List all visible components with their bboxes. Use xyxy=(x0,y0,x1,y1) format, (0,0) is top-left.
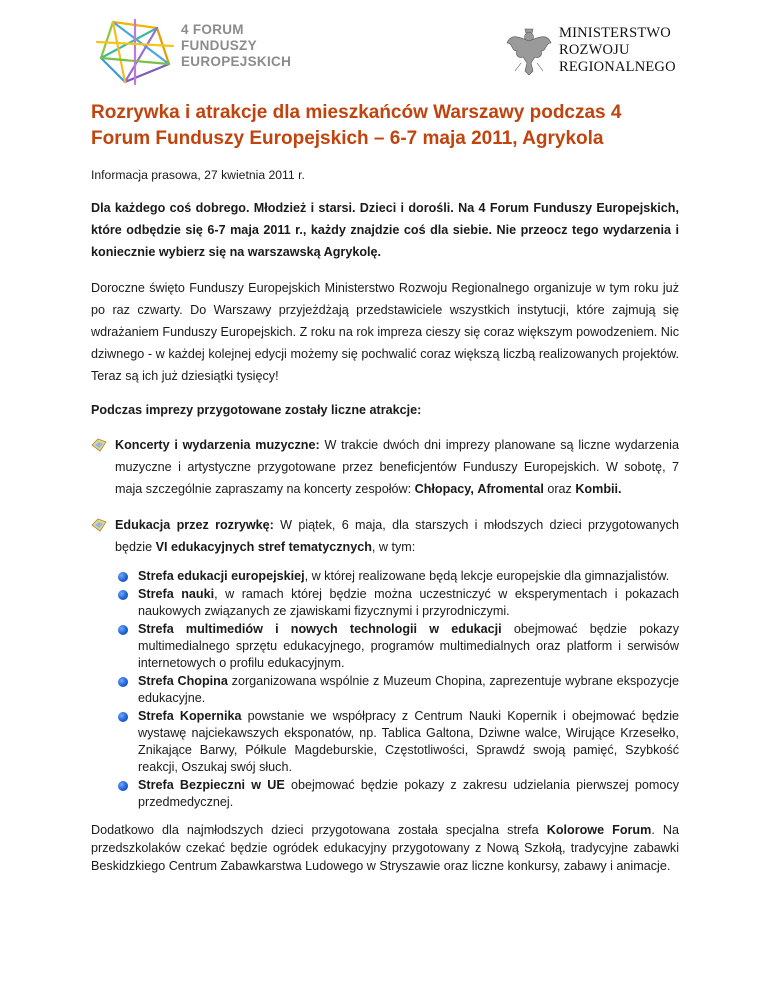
ministry-logo xyxy=(505,23,705,79)
zone-desc: , w której realizowane będą lekcje europejskie dla gimnazjalistów. xyxy=(304,569,670,583)
list-item-concerts xyxy=(91,434,679,500)
zone-name: Strefa Bezpieczni w UE xyxy=(138,778,285,792)
band-afromental: Afromental xyxy=(477,482,544,496)
document-title: Rozrywka i atrakcje dla mieszkańców Warszawy podczas 4 Forum Funduszy Europejskich – 6-7 maja 2011, Agrykola xyxy=(91,102,622,149)
education-tail: , w tym: xyxy=(371,540,416,554)
ministry-line-1: MINISTERSTWO xyxy=(559,25,671,41)
closing-paragraph xyxy=(91,821,679,875)
zone-name: Strefa edukacji europejskiej xyxy=(138,569,305,583)
zone-desc: , w ramach której będzie można uczestniczyć w eksperymentach i pokazach naukowych związanych ze zjawiskami fizycznymi i przyrodniczymi. xyxy=(138,587,679,618)
education-label: Edukacja przez rozrywkę: xyxy=(115,518,274,532)
zone-item xyxy=(138,568,679,585)
logo-line-1: 4 FORUM xyxy=(181,22,244,37)
zone-name: Strefa multimediów i nowych technologii w edukacji xyxy=(138,622,502,636)
forum-logo-icon xyxy=(95,18,175,86)
eagle-emblem-icon xyxy=(505,23,553,77)
lead-paragraph: Dla każdego coś dobrego. Młodzież i starsi. Dzieci i dorośli. Na 4 Forum Funduszy Europejskich, które odbędzie się 6-7 maja 2011 r., każdy znajdzie coś dla siebie. Nie przeocz tego wydarzenia i koniecznie wybierz się na warszawską Agrykolę. xyxy=(91,201,679,259)
blue-bullet-icon xyxy=(118,677,128,687)
band-kombii: Kombii. xyxy=(575,482,622,496)
zone-name: Strefa Chopina xyxy=(138,674,228,688)
forum-logo-text xyxy=(181,22,291,70)
closing-text-2: . Na przedszkolaków czekać będzie ogródek edukacyjny przygotowany z Nową Szkołą, tradycyjne zabawki Beskidzkiego Centrum Zabawkarstwa Ludowego w Stryszawie oraz liczne konkursy, zabawy i animacje. xyxy=(91,823,679,873)
ministry-line-3: REGIONALNEGO xyxy=(559,59,676,75)
bullet-image-icon xyxy=(91,518,107,532)
zone-name: Strefa Kopernika xyxy=(138,709,242,723)
education-text: W piątek, 6 maja, dla starszych i młodszych dzieci przygotowanych będzie xyxy=(115,518,679,554)
ministry-line-2: ROZWOJU xyxy=(559,42,630,58)
page-header xyxy=(0,0,768,90)
blue-bullet-icon xyxy=(118,781,128,791)
concerts-label: Koncerty i wydarzenia muzyczne: xyxy=(115,438,320,452)
closing-text-1: Dodatkowo dla najmłodszych dzieci przygotowana została specjalna strefa xyxy=(91,823,547,837)
zone-desc: obejmować będzie pokazy z zakresu udzielania pierwszej pomocy przedmedycznej. xyxy=(138,778,679,809)
band-chlopacy: Chłopacy, xyxy=(414,482,474,496)
logo-line-3: EUROPEJSKICH xyxy=(181,54,292,69)
blue-bullet-icon xyxy=(118,625,128,635)
zone-desc: powstanie we współpracy z Centrum Nauki Kopernik i obejmować będzie wystawę najciekawszych eksponatów, np. Tablica Galtona, Dziwne walce, Wirujące Krzesełko, Znikające Barwy, Półkule Magdeburskie, Częstotliwości, Sprawdź swoją pamięć, Szybkość reakcji, Oszukaj swój słuch. xyxy=(138,709,680,774)
forum-logo xyxy=(95,18,292,86)
zone-item xyxy=(138,621,679,672)
concerts-and: oraz xyxy=(543,482,576,496)
blue-bullet-icon xyxy=(118,590,128,600)
zone-item xyxy=(138,586,679,620)
blue-bullet-icon xyxy=(118,712,128,722)
zone-desc: zorganizowana wspólnie z Muzeum Chopina, zaprezentuje wybrane ekspozycje edukacyjne. xyxy=(138,674,679,705)
zone-desc: obejmować będzie pokazy multimedialnego sprzętu edukacyjnego, programów multimedialnych oraz platform i serwisów internetowych o profilu edukacyjnym. xyxy=(138,622,679,670)
intro-paragraph: Doroczne święto Funduszy Europejskich Ministerstwo Rozwoju Regionalnego organizuje w tym roku już po raz czwarty. Do Warszawy przyjeżdżają przedstawiciele wszystkich instytucji, które zajmują się wdrażaniem Funduszy Europejskich. Z roku na rok impreza cieszy się coraz większym powodzeniem. Nic dziwnego - w każdej kolejnej edycji możemy się pochwalić coraz większą liczbą realizowanych projektów. Teraz są ich już dziesiątki tysięcy! xyxy=(91,281,679,383)
kolorowe-forum: Kolorowe Forum xyxy=(546,823,652,837)
blue-bullet-icon xyxy=(118,572,128,582)
zone-name: Strefa nauki xyxy=(138,587,215,601)
bullet-image-icon xyxy=(91,438,107,452)
attractions-heading: Podczas imprezy przygotowane zostały liczne atrakcje: xyxy=(91,403,422,417)
zone-item xyxy=(138,673,679,707)
zones-list xyxy=(91,568,679,811)
zone-item xyxy=(138,708,679,776)
document-body xyxy=(91,100,679,875)
concerts-text: W trakcie dwóch dni imprezy planowane są liczne wydarzenia muzyczne i artystyczne przygotowane przez beneficjentów Funduszy Europejskich. W sobotę, 7 maja szczególnie zapraszamy na koncerty zespołów: xyxy=(115,438,679,496)
zone-item xyxy=(138,777,679,811)
list-item-education xyxy=(91,514,679,558)
logo-line-2: FUNDUSZY xyxy=(181,38,257,53)
education-zones-count: VI edukacyjnych stref tematycznych xyxy=(155,540,372,554)
ministry-name xyxy=(559,25,676,76)
press-info: Informacja prasowa, 27 kwietnia 2011 r. xyxy=(91,168,305,182)
